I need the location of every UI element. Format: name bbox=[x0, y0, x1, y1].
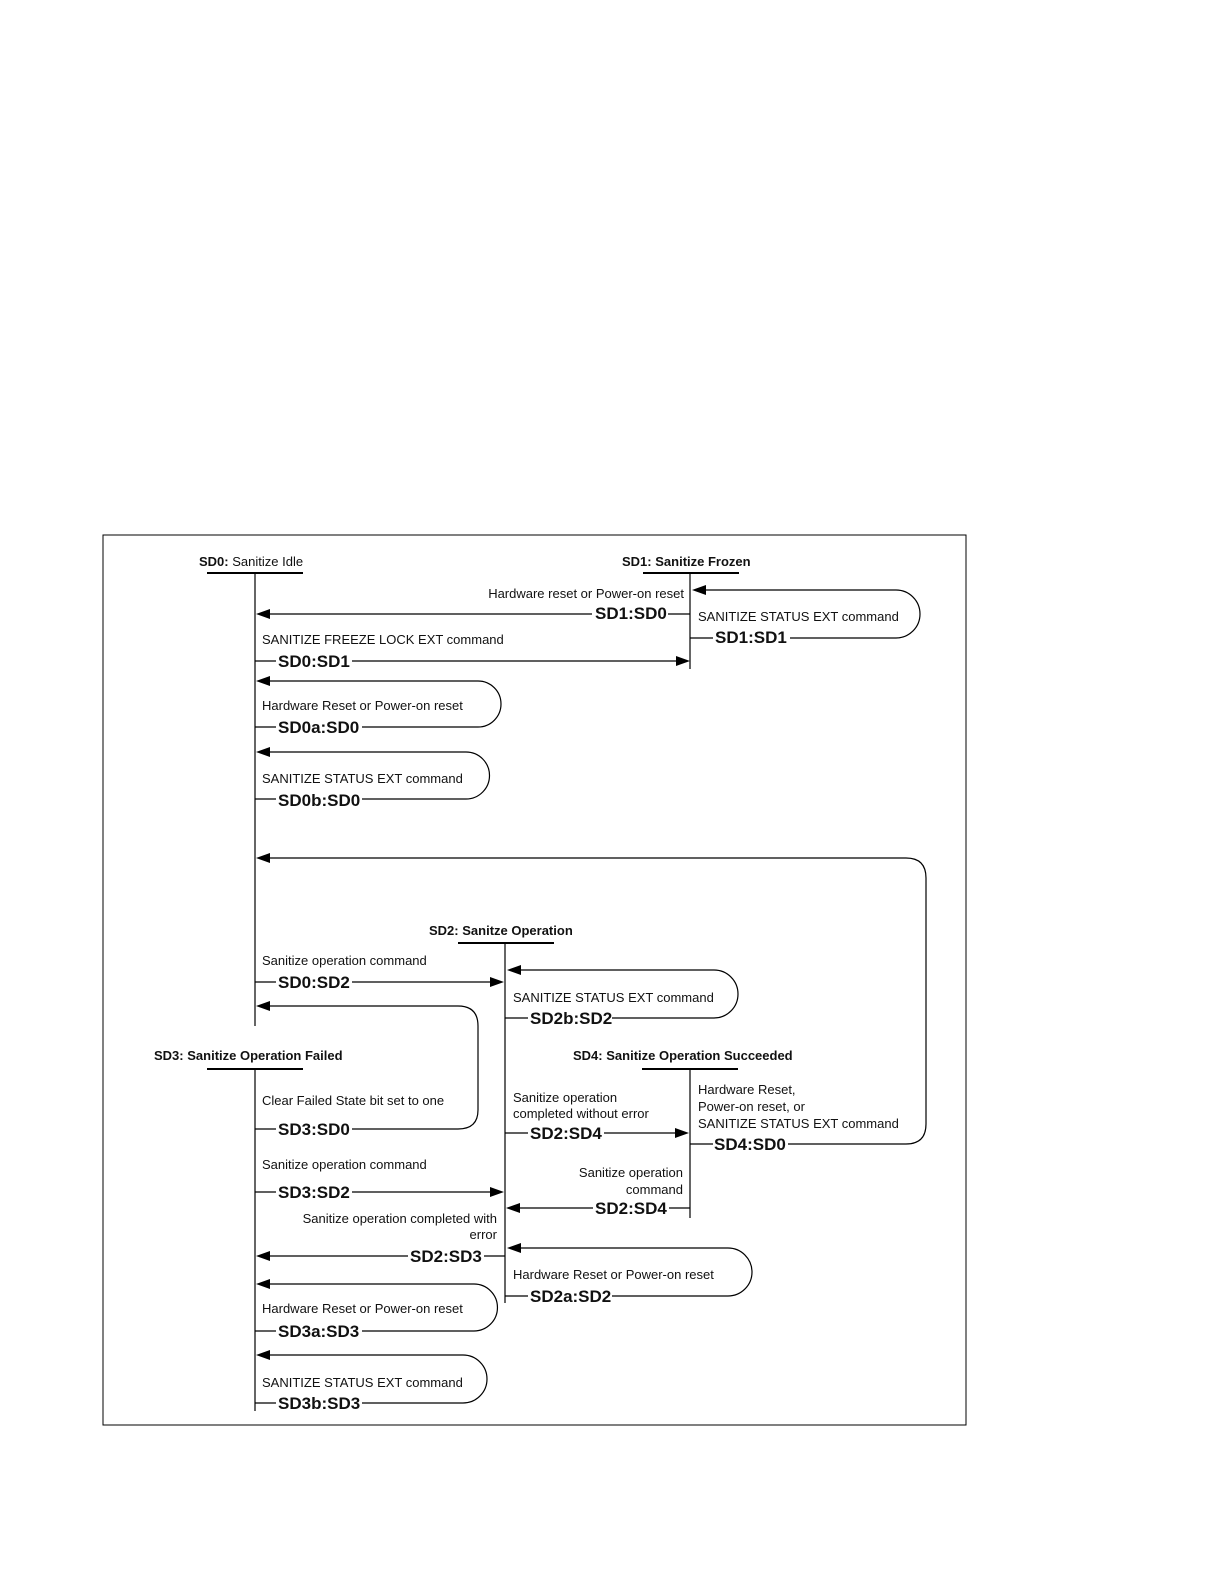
label-sd0-sd1: SANITIZE FREEZE LOCK EXT command bbox=[262, 632, 504, 647]
label-sd2b-sd2: SANITIZE STATUS EXT command bbox=[513, 990, 714, 1005]
arrowhead-sd2-sd4 bbox=[675, 1128, 689, 1138]
code-sd2-sd4: SD2:SD4 bbox=[530, 1124, 602, 1143]
code-sd3a-sd3: SD3a:SD3 bbox=[278, 1322, 360, 1341]
label-sd4-sd0-line1: Hardware Reset, bbox=[698, 1082, 796, 1097]
state-sd0-title: SD0: Sanitize Idle bbox=[199, 554, 304, 569]
label-sd2-sd3-line2: error bbox=[469, 1227, 497, 1242]
label-sd3a-sd3: Hardware Reset or Power-on reset bbox=[262, 1301, 463, 1316]
label-sd4-sd0-line2: Power-on reset, or bbox=[698, 1099, 805, 1114]
arrowhead-sd2b-sd2 bbox=[507, 965, 521, 975]
code-sd0b-sd0: SD0b:SD0 bbox=[278, 791, 361, 810]
label-sd2a-sd2: Hardware Reset or Power-on reset bbox=[513, 1267, 714, 1282]
code-sd4-sd0: SD4:SD0 bbox=[714, 1135, 786, 1154]
code-sd3-sd0: SD3:SD0 bbox=[278, 1120, 350, 1139]
label-sd4-sd2-line1: Sanitize operation bbox=[578, 1165, 683, 1180]
arrowhead-sd0-sd1 bbox=[676, 656, 690, 666]
label-sd3-sd0: Clear Failed State bit set to one bbox=[262, 1093, 445, 1108]
label-sd2-sd4-line1: Sanitize operation bbox=[513, 1090, 618, 1105]
code-sd3b-sd3: SD3b:SD3 bbox=[278, 1394, 361, 1413]
arrowhead-sd1-sd1 bbox=[692, 585, 706, 595]
state-sd2-title: SD2: Sanitze Operation bbox=[429, 923, 573, 938]
label-sd0b-sd0: SANITIZE STATUS EXT command bbox=[262, 771, 463, 786]
code-sd1-sd0: SD1:SD0 bbox=[595, 604, 667, 623]
arrowhead-sd3b-sd3 bbox=[256, 1350, 270, 1360]
arrowhead-sd2-sd3 bbox=[256, 1251, 270, 1261]
arrowhead-sd1-sd0 bbox=[256, 609, 270, 619]
label-sd3-sd2: Sanitize operation command bbox=[262, 1157, 427, 1172]
code-sd2a-sd2: SD2a:SD2 bbox=[530, 1287, 612, 1306]
label-sd4-sd2-line2: command bbox=[625, 1182, 683, 1197]
code-sd2b-sd2: SD2b:SD2 bbox=[530, 1009, 613, 1028]
state-sd3-title: SD3: Sanitize Operation Failed bbox=[154, 1048, 343, 1063]
label-sd2-sd3-line1: Sanitize operation completed with bbox=[302, 1211, 497, 1226]
state-sd4-title: SD4: Sanitize Operation Succeeded bbox=[573, 1048, 793, 1063]
arrowhead-sd4-sd0 bbox=[256, 853, 270, 863]
path-sd3-sd0 bbox=[270, 1006, 478, 1129]
arrowhead-sd3-sd2 bbox=[490, 1187, 504, 1197]
code-sd0-sd2: SD0:SD2 bbox=[278, 973, 350, 992]
label-sd3b-sd3: SANITIZE STATUS EXT command bbox=[262, 1375, 463, 1390]
arrowhead-sd3a-sd3 bbox=[256, 1279, 270, 1289]
code-sd3-sd2: SD3:SD2 bbox=[278, 1183, 350, 1202]
arrowhead-sd3-sd0 bbox=[256, 1001, 270, 1011]
code-sd0-sd1: SD0:SD1 bbox=[278, 652, 350, 671]
arrowhead-sd0b-sd0 bbox=[256, 747, 270, 757]
label-sd1-sd0: Hardware reset or Power-on reset bbox=[488, 586, 684, 601]
label-sd4-sd0-line3: SANITIZE STATUS EXT command bbox=[698, 1116, 899, 1131]
arrowhead-sd2a-sd2 bbox=[507, 1243, 521, 1253]
label-sd0-sd2: Sanitize operation command bbox=[262, 953, 427, 968]
label-sd2-sd4-line2: completed without error bbox=[513, 1106, 649, 1121]
code-sd2-sd3: SD2:SD3 bbox=[410, 1247, 482, 1266]
label-sd0a-sd0: Hardware Reset or Power-on reset bbox=[262, 698, 463, 713]
state-sd1-title: SD1: Sanitize Frozen bbox=[622, 554, 751, 569]
arrowhead-sd0a-sd0 bbox=[256, 676, 270, 686]
code-sd4-sd2: SD2:SD4 bbox=[595, 1199, 667, 1218]
code-sd0a-sd0: SD0a:SD0 bbox=[278, 718, 360, 737]
code-sd1-sd1: SD1:SD1 bbox=[715, 628, 787, 647]
arrowhead-sd0-sd2 bbox=[490, 977, 504, 987]
label-sd1-sd1: SANITIZE STATUS EXT command bbox=[698, 609, 899, 624]
arrowhead-sd4-sd2 bbox=[506, 1203, 520, 1213]
